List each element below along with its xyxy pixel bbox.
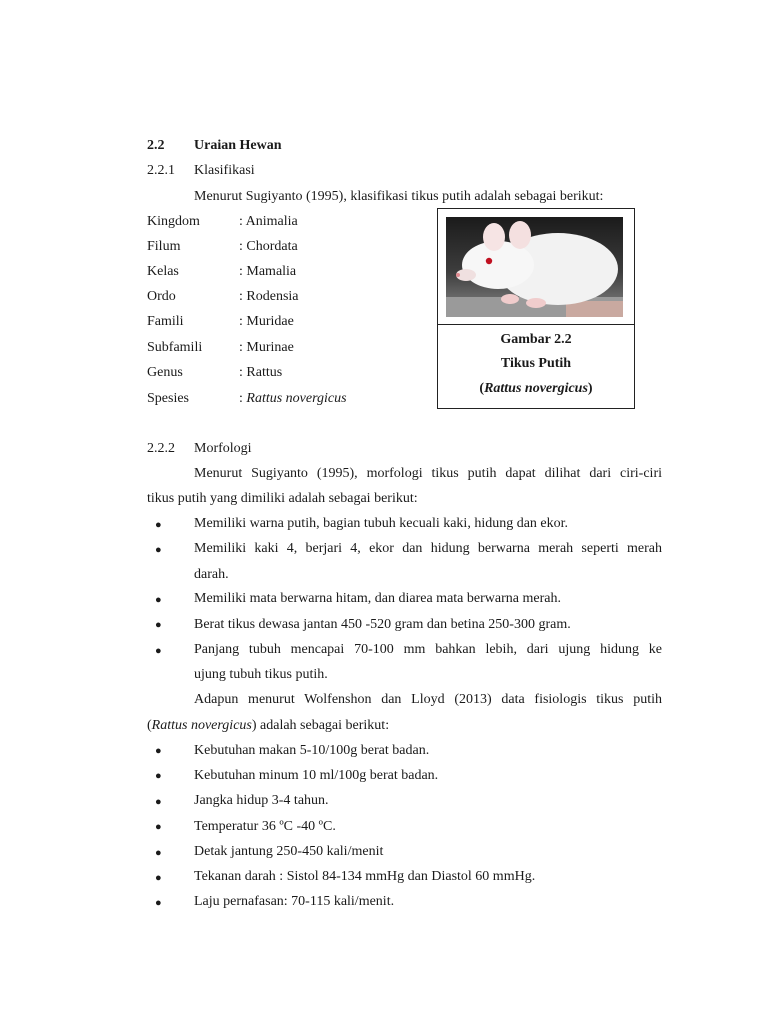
fisio-bullet-6: Tekanan darah : Sistol 84-134 mmHg dan Diastol 60 mmHg.: [194, 869, 536, 884]
class-label-filum: Filum: [147, 239, 181, 254]
fisio-bullet-1: Kebutuhan makan 5-10/100g berat badan.: [194, 743, 430, 758]
morfologi-intro-line2: tikus putih yang dimiliki adalah sebagai berikut:: [147, 491, 418, 506]
figure-caption-number: Gambar 2.2: [500, 332, 572, 347]
fisio-species-name: Rattus novergicus: [151, 718, 252, 733]
morfologi-bullet-5-cont: ujung tubuh tikus putih.: [194, 667, 328, 682]
bullet-glyph: ●: [155, 796, 162, 808]
bullet-glyph: ●: [155, 519, 162, 531]
class-label-kelas: Kelas: [147, 264, 179, 279]
caption-paren-open: (: [479, 381, 485, 396]
bullet-glyph: ●: [155, 544, 162, 556]
class-label-subfamili: Subfamili: [147, 340, 203, 355]
class-value-ordo: : Rodensia: [239, 289, 299, 304]
fisio-bullet-5: Detak jantung 250-450 kali/menit: [194, 844, 384, 859]
bullet-glyph: ●: [155, 872, 162, 884]
figure-separator: [438, 324, 634, 325]
class-value-famili: : Muridae: [239, 314, 294, 329]
figure-box: [437, 208, 635, 409]
class-value-genus: : Rattus: [239, 365, 283, 380]
class-label-famili: Famili: [147, 314, 184, 329]
subsection-number-morfologi: 2.2.2: [147, 441, 175, 456]
morfologi-intro-line1: Menurut Sugiyanto (1995), morfologi tikus putih dapat dilihat dari ciri-ciri: [194, 466, 662, 481]
morfologi-bullet-2-cont: darah.: [194, 567, 229, 582]
bullet-glyph: ●: [155, 821, 162, 833]
fisio-intro-rest: ) adalah sebagai berikut:: [251, 718, 390, 733]
class-label-kingdom: Kingdom: [147, 214, 200, 229]
class-label-ordo: Ordo: [147, 289, 176, 304]
fisio-intro-line1: Adapun menurut Wolfenshon dan Lloyd (2013) data fisiologis tikus putih: [194, 692, 662, 707]
class-value-spesies: [239, 389, 347, 409]
section-title: Uraian Hewan: [194, 138, 282, 153]
figure-caption-species: [438, 379, 634, 399]
class-value-spesies-prefix: :: [239, 391, 247, 406]
fisio-bullet-2: Kebutuhan minum 10 ml/100g berat badan.: [194, 768, 439, 783]
class-label-spesies: Spesies: [147, 391, 189, 406]
bullet-glyph: ●: [155, 594, 162, 606]
subsection-title-morfologi: Morfologi: [194, 441, 252, 456]
caption-species-name: Rattus novergicus: [484, 381, 588, 396]
bullet-glyph: ●: [155, 770, 162, 782]
morfologi-bullet-3: Memiliki mata berwarna hitam, dan diarea mata berwarna merah.: [194, 591, 561, 606]
subsection-title-klasifikasi: Klasifikasi: [194, 163, 255, 178]
fisio-intro-line2: [147, 716, 389, 736]
bullet-glyph: ●: [155, 645, 162, 657]
fisio-bullet-7: Laju pernafasan: 70-115 kali/menit.: [194, 894, 395, 909]
morfologi-bullet-2: Memiliki kaki 4, berjari 4, ekor dan hidung berwarna merah seperti merah: [194, 541, 662, 556]
klasifikasi-intro: Menurut Sugiyanto (1995), klasifikasi tikus putih adalah sebagai berikut:: [194, 189, 604, 204]
bullet-glyph: ●: [155, 897, 162, 909]
bullet-glyph: ●: [155, 619, 162, 631]
class-value-spesies-name: Rattus novergicus: [246, 391, 347, 406]
morfologi-bullet-4: Berat tikus dewasa jantan 450 -520 gram dan betina 250-300 gram.: [194, 617, 571, 632]
class-label-genus: Genus: [147, 365, 183, 380]
fisio-bullet-4: Temperatur 36 ºC -40 ºC.: [194, 819, 336, 834]
subsection-number-klasifikasi: 2.2.1: [147, 163, 175, 178]
caption-paren-close: ): [587, 381, 593, 396]
morfologi-bullet-5: Panjang tubuh mencapai 70-100 mm bahkan lebih, dari ujung hidung ke: [194, 642, 662, 657]
section-number: 2.2: [147, 138, 165, 153]
rat-photo: [446, 217, 623, 317]
class-value-filum: : Chordata: [239, 239, 298, 254]
bullet-glyph: ●: [155, 745, 162, 757]
morfologi-bullet-1: Memiliki warna putih, bagian tubuh kecuali kaki, hidung dan ekor.: [194, 516, 569, 531]
class-value-kelas: : Mamalia: [239, 264, 297, 279]
figure-caption-title: Tikus Putih: [500, 356, 572, 371]
class-value-kingdom: : Animalia: [239, 214, 298, 229]
fisio-paren-open: (: [147, 718, 152, 733]
fisio-bullet-3: Jangka hidup 3-4 tahun.: [194, 793, 329, 808]
class-value-subfamili: : Murinae: [239, 340, 294, 355]
bullet-glyph: ●: [155, 847, 162, 859]
